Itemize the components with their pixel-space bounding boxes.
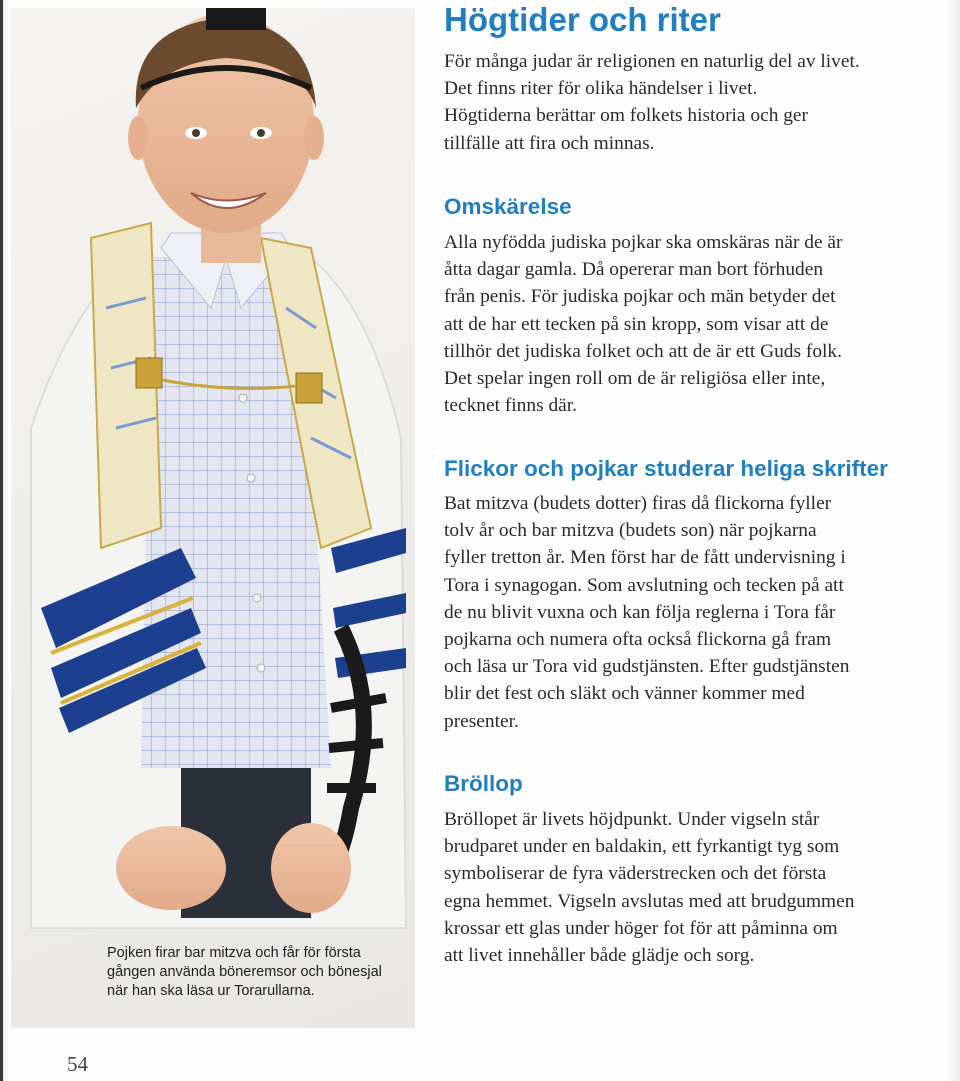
page-title: Högtider och riter <box>444 1 721 38</box>
page-binding-edge <box>0 0 9 1081</box>
text-line: Bat mitzva (budets dotter) firas då flickorna fyller <box>444 493 832 514</box>
text-line: symboliserar de fyra väderstrecken och det första <box>444 863 827 885</box>
text-line: Alla nyfödda judiska pojkar ska omskäras när de är <box>444 232 843 253</box>
text-line: Bröllopet är livets höjdpunkt. Under vigseln står <box>444 809 820 830</box>
text-line: egna hemmet. Vigseln avslutas med att brudgummen <box>444 890 855 912</box>
text-line: att de har ett tecken på sin kropp, som visar att de <box>444 313 829 335</box>
page-number: 54 <box>67 1052 88 1076</box>
text-line: från penis. För judiska pojkar och män betyder det <box>444 286 836 308</box>
text-line: tillfälle att fira och minnas. <box>444 132 655 154</box>
text-line: blir det fest och släkt och vänner kommer med <box>444 683 805 705</box>
boy-illustration <box>11 8 415 1028</box>
caption-line: när han ska läsa ur Torarullarna. <box>107 983 315 999</box>
text-line: fyller tretton år. Men först har de fått undervisning i <box>444 547 846 569</box>
text-line: Tora i synagogan. Som avslutning och tecken på att <box>444 574 844 596</box>
text-line: krossar ett glas under höger fot för att påminna om <box>444 917 838 939</box>
bar-mitzva-photo <box>11 8 415 1028</box>
section-body-studerar <box>444 490 849 735</box>
text-line: åtta dagar gamla. Då opererar man bort förhuden <box>444 259 824 281</box>
text-line: tolv år och bar mitzva (budets son) när pojkarna <box>444 520 817 542</box>
text-line: att livet innehåller både glädje och sorg. <box>444 945 755 967</box>
text-line: tecknet finns där. <box>444 395 577 417</box>
caption-line: gången använda böneremsor och bönesjal <box>107 964 382 980</box>
text-line: Det finns riter för olika händelser i livet. <box>444 78 758 100</box>
text-line: presenter. <box>444 710 519 732</box>
section-body-omskarelse <box>444 229 842 419</box>
section-heading-brollop: Bröllop <box>444 771 523 796</box>
caption-line: Pojken firar bar mitzva och får för första <box>107 945 361 961</box>
section-body-brollop <box>444 806 854 969</box>
text-line: brudparet under en baldakin, ett fyrkantigt tyg som <box>444 836 840 858</box>
text-line: de nu blivit vuxna och kan följa reglerna i Tora får <box>444 601 836 623</box>
text-line: Det spelar ingen roll om de är religiösa eller inte, <box>444 368 826 390</box>
text-line: pojkarna och numera ofta också flickorna gå fram <box>444 629 832 651</box>
text-line: och läsa ur Tora vid gudstjänsten. Efter gudstjänsten <box>444 656 850 678</box>
page-outer-edge <box>946 0 960 1081</box>
section-heading-omskarelse: Omskärelse <box>444 194 572 219</box>
text-line: Högtiderna berättar om folkets historia och ger <box>444 105 808 127</box>
text-line: tillhör det judiska folket och att de är ett Guds folk. <box>444 340 842 362</box>
text-line: För många judar är religionen en naturlig del av livet. <box>444 51 860 72</box>
intro-paragraph <box>444 48 860 157</box>
section-heading-studerar: Flickor och pojkar studerar heliga skrifter <box>444 456 888 481</box>
photo-caption <box>107 944 407 1001</box>
